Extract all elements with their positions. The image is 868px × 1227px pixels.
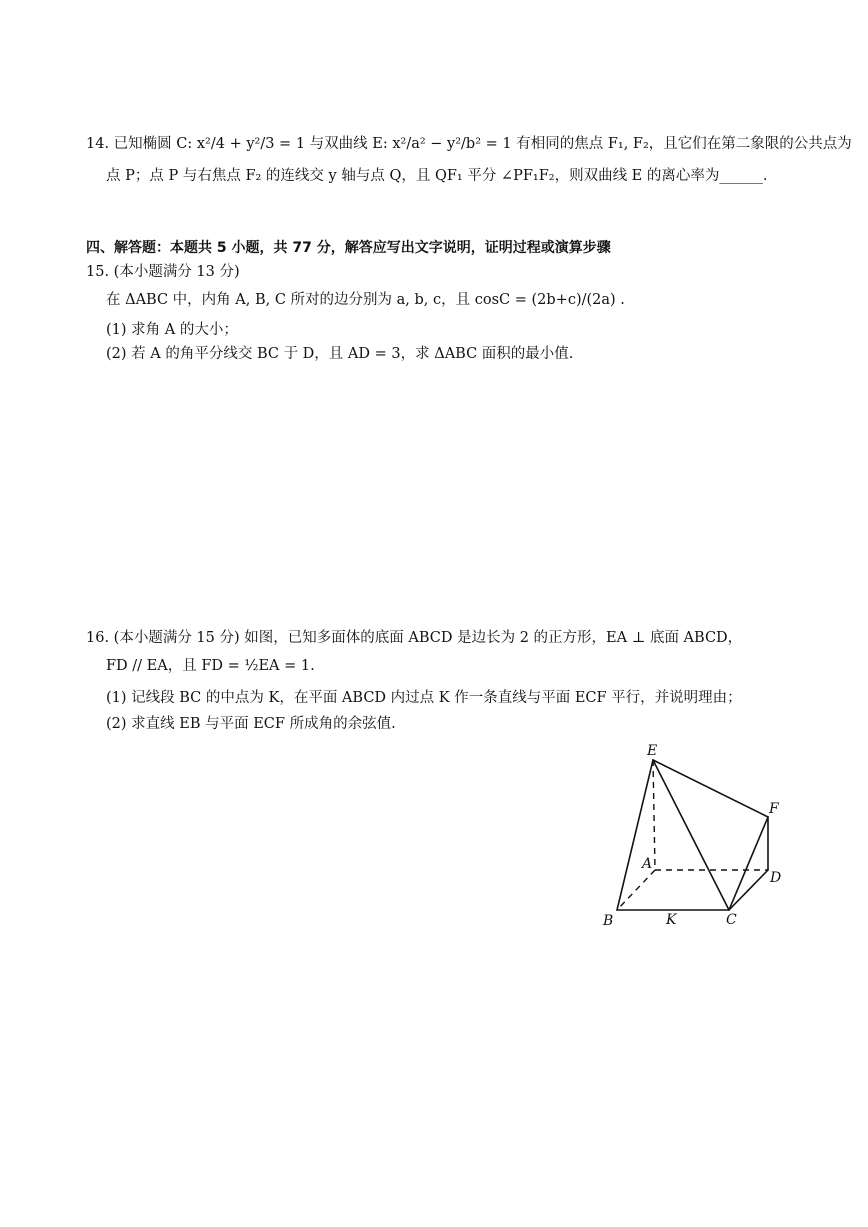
label-C: C [726,912,737,928]
edge-FC [729,817,768,910]
label-E: E [647,743,658,759]
q16-part2: (2) 求直线 EB 与平面 ECF 所成角的余弦值. [106,716,396,732]
label-F: F [769,801,779,817]
label-A: A [642,856,653,872]
q15-part2: (2) 若 A 的角平分线交 BC 于 D，且 AD = 3，求 ΔABC 面积的最小值. [106,346,574,362]
edge-EF [653,760,768,817]
q15-header: 15. (本小题满分 13 分) [86,264,240,280]
q16-line2: FD // EA，且 FD = ½EA = 1. [106,658,315,674]
edge-EB [617,760,653,910]
label-B: B [603,913,614,929]
q16-line1: 16. (本小题满分 15 分) 如图，已知多面体的底面 ABCD 是边长为 2 的正方形，EA ⊥ 底面 ABCD， [86,630,743,646]
q15-stem: 在 ΔABC 中，内角 A, B, C 所对的边分别为 a, b, c，且 cosC = (2b+c)/(2a) . [106,292,625,308]
q16-part1: (1) 记线段 BC 的中点为 K，在平面 ABCD 内过点 K 作一条直线与平面 ECF 平行，并说明理由； [106,690,742,706]
edge-DC [729,870,768,910]
label-D: D [770,870,782,886]
q15-part1: (1) 求角 A 的大小； [106,322,238,338]
edge-AB [617,870,655,910]
label-K: K [666,912,677,928]
edge-EA [653,760,655,870]
q14-line1: 14. 已知椭圆 C: x²/4 + y²/3 = 1 与双曲线 E: x²/a² − y²/b² = 1 有相同的焦点 F₁, F₂，且它们在第二象限的公共点为 [86,136,852,152]
edge-EC [653,760,729,910]
section-heading: 四、解答题：本题共 5 小题，共 77 分，解答应写出文字说明，证明过程或演算步骤 [86,240,611,256]
q14-line2: 点 P；点 P 与右焦点 F₂ 的连线交 y 轴与点 Q，且 QF₁ 平分 ∠PF₁F₂，则双曲线 E 的离心率为______. [106,168,768,184]
